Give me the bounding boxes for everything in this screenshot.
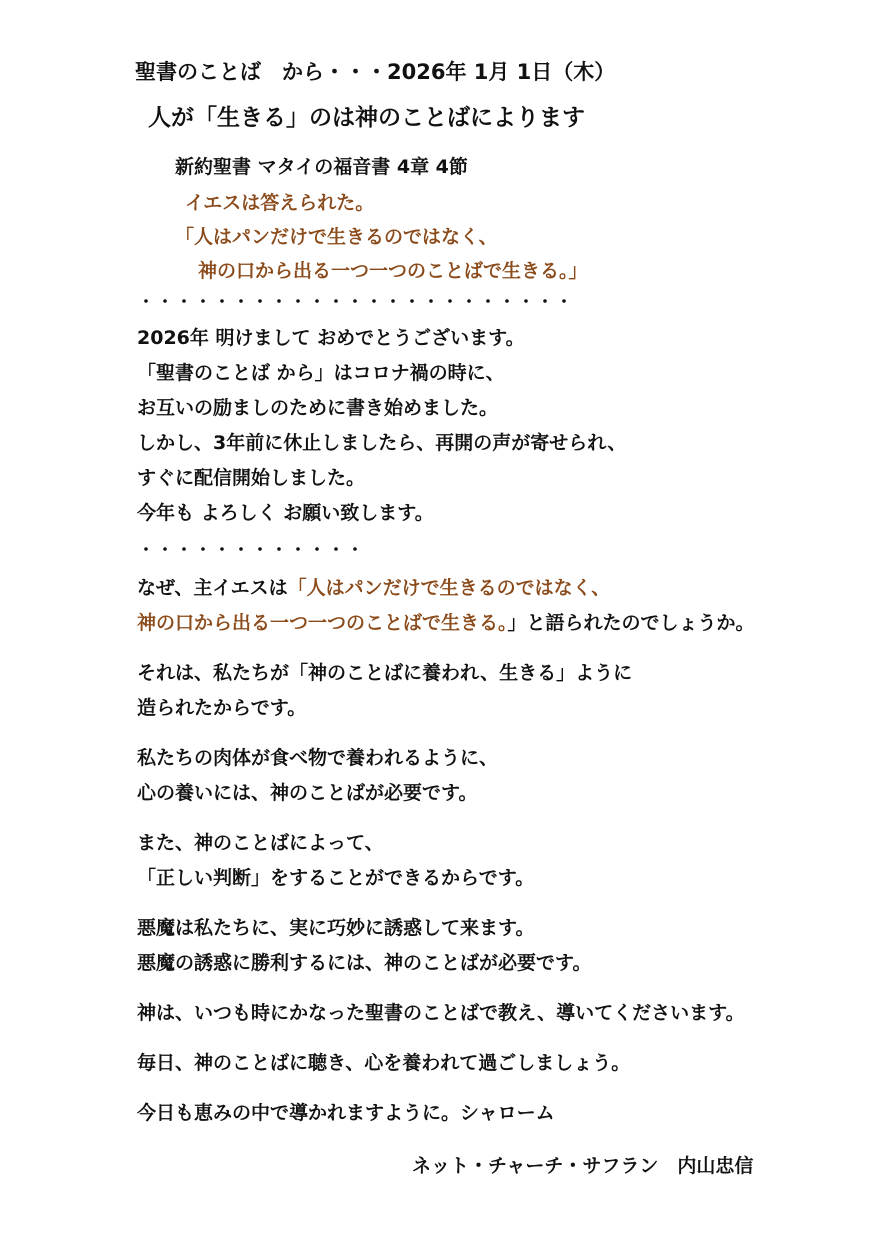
body-line-6: 「正しい判断」をすることができるからです。 — [137, 867, 535, 889]
scripture-line-1: イエスは答えられた。 — [185, 192, 375, 214]
greeting-line-5: すぐに配信開始しました。 — [137, 467, 366, 489]
body-line-5: また、神のことばによって、 — [137, 832, 384, 854]
why-quote-1: 「人はパンだけで生きるのではなく、 — [287, 577, 611, 599]
greeting-line-2: 「聖書のことば から」はコロナ禍の時に、 — [137, 362, 505, 384]
body-line-10: 毎日、神のことばに聴き、心を養われて過ごしましょう。 — [137, 1052, 631, 1074]
scripture-line-3: 神の口から出る一つ一つのことばで生きる。」 — [198, 260, 588, 282]
scripture-line-2: 「人はパンだけで生きるのではなく、 — [175, 226, 498, 248]
greeting-line-3: お互いの励ましのために書き始めました。 — [137, 397, 499, 419]
body-line-9: 神は、いつも時にかなった聖書のことばで教え、導いてくださいます。 — [137, 1002, 745, 1024]
greeting-line-6: 今年も よろしく お願い致します。 — [137, 502, 434, 524]
page-title: 聖書のことば から・・・2026年 1月 1日（木） — [135, 60, 616, 84]
body-line-4: 心の養いには、神のことばが必要です。 — [137, 782, 478, 804]
body-line-8: 悪魔の誘惑に勝利するには、神のことばが必要です。 — [137, 952, 592, 974]
dot-separator-short: ・・・・・・・・・・・・ — [138, 540, 367, 559]
why-suffix: 」と語られたのでしょうか。 — [507, 612, 755, 634]
body-line-3: 私たちの肉体が食べ物で養われるように、 — [137, 747, 499, 769]
body-line-2: 造られたからです。 — [137, 697, 307, 719]
why-line-1 — [137, 576, 610, 600]
signature: ネット・チャーチ・サフラン 内山忠信 — [412, 1155, 754, 1177]
headline: 人が「生きる」のは神のことばによります — [148, 105, 585, 131]
dot-separator-long: ・・・・・・・・・・・・・・・・・・・・・・・ — [138, 292, 576, 311]
why-prefix: なぜ、主イエスは — [137, 577, 288, 599]
why-line-2 — [137, 611, 755, 635]
greeting-line-4: しかし、3年前に休止しましたら、再開の声が寄せられ、 — [137, 432, 627, 454]
body-line-11: 今日も恵みの中で導かれますように。シャローム — [137, 1102, 555, 1124]
why-quote-2: 神の口から出る一つ一つのことばで生きる。 — [137, 612, 508, 634]
body-line-1: それは、私たちが「神のことばに養われ、生きる」ように — [137, 662, 633, 684]
greeting-line-1: 2026年 明けまして おめでとうございます。 — [137, 327, 525, 349]
body-line-7: 悪魔は私たちに、実に巧妙に誘惑して来ます。 — [137, 917, 535, 939]
scripture-reference: 新約聖書 マタイの福音書 4章 4節 — [175, 156, 468, 178]
